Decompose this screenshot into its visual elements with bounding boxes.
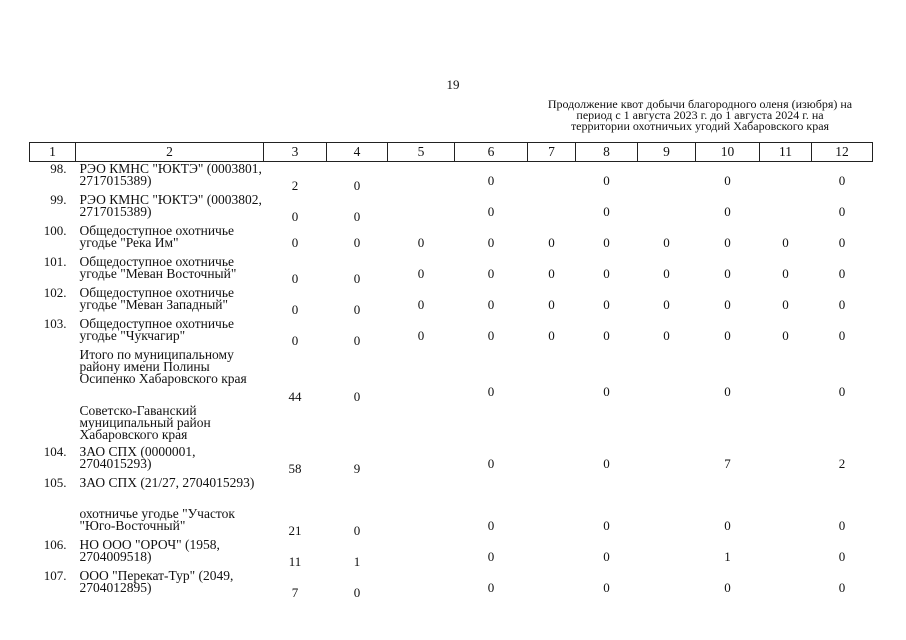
cell-value: 0	[603, 548, 610, 564]
cell-value: 0	[487, 455, 495, 471]
cell-value: 0	[838, 265, 846, 281]
column-header: 7	[528, 143, 576, 162]
table-row	[30, 569, 873, 600]
cell-value	[388, 507, 455, 538]
cell-value: 0	[724, 234, 731, 250]
cell-value	[528, 507, 576, 538]
column-header: 11	[760, 143, 812, 162]
cell-value	[760, 193, 812, 224]
cell-value: 0	[353, 234, 361, 250]
cell-value: 2	[291, 177, 299, 193]
cell-value: 21	[288, 522, 302, 538]
cell-value: 0	[663, 327, 670, 343]
cell-value: 0	[663, 265, 670, 281]
heading-line: период с 1 августа 2023 г. до 1 августа 2024 г. на	[576, 108, 824, 122]
cell-value: 0	[782, 265, 789, 281]
cell-value	[760, 476, 812, 507]
table-row	[30, 224, 873, 255]
row-number: 106.	[43, 536, 67, 552]
cell-value: 44	[288, 388, 302, 404]
cell-value: 0	[417, 327, 425, 343]
cell-value: 0	[548, 296, 555, 312]
cell-value: 0	[417, 234, 425, 250]
cell-value	[388, 404, 455, 445]
cell-value: 0	[782, 296, 789, 312]
row-number: 98.	[50, 161, 67, 176]
cell-value	[638, 538, 696, 569]
column-header: 5	[388, 143, 455, 162]
cell-value	[760, 445, 812, 476]
table-row	[30, 255, 873, 286]
cell-value	[638, 569, 696, 600]
cell-value: 0	[724, 579, 731, 595]
cell-value: 58	[288, 460, 302, 476]
cell-value	[638, 445, 696, 476]
cell-value: 0	[838, 579, 846, 595]
row-name: Итого по муниципальному району имени Полины Осипенко Хабаровского края	[79, 346, 247, 386]
cell-value: 0	[603, 234, 610, 250]
cell-value	[812, 404, 873, 445]
cell-value: 0	[724, 296, 731, 312]
row-number: 100.	[43, 222, 67, 238]
cell-value: 0	[838, 517, 846, 533]
row-name: ЗАО СПХ (0000001, 2704015293)	[79, 443, 196, 471]
cell-value	[264, 476, 327, 507]
cell-value: 0	[353, 301, 361, 317]
cell-value: 0	[782, 234, 789, 250]
cell-value: 0	[838, 327, 846, 343]
row-name: охотничье угодье "Участок "Юго-Восточный"	[79, 505, 235, 533]
row-name: РЭО КМНС "ЮКТЭ" (0003802, 2717015389)	[79, 191, 262, 219]
row-name: РЭО КМНС "ЮКТЭ" (0003801, 2717015389)	[79, 161, 262, 188]
cell-value: 0	[487, 172, 495, 188]
cell-value	[388, 476, 455, 507]
cell-value: 0	[353, 332, 361, 348]
cell-value: 0	[724, 172, 731, 188]
cell-value	[760, 404, 812, 445]
cell-value: 0	[838, 172, 846, 188]
table-row	[30, 538, 873, 569]
cell-value: 0	[548, 265, 555, 281]
cell-value	[576, 476, 638, 507]
row-number: 99.	[50, 191, 67, 207]
cell-value: 0	[487, 296, 495, 312]
cell-value: 0	[487, 327, 495, 343]
table-row	[30, 286, 873, 317]
cell-value: 7	[724, 455, 731, 471]
cell-value	[388, 348, 455, 404]
row-name: ЗАО СПХ (21/27, 2704015293)	[79, 474, 255, 490]
cell-value	[696, 404, 760, 445]
cell-value	[638, 162, 696, 193]
cell-value	[528, 162, 576, 193]
cell-value	[528, 476, 576, 507]
table-row	[30, 317, 873, 348]
cell-value	[455, 476, 528, 507]
cell-value: 0	[353, 270, 361, 286]
cell-value: 0	[291, 301, 299, 317]
cell-value: 0	[603, 296, 610, 312]
cell-value: 0	[782, 327, 789, 343]
column-header: 6	[455, 143, 528, 162]
heading-line: территории охотничьих угодий Хабаровского края	[570, 119, 830, 133]
cell-value	[388, 445, 455, 476]
cell-value: 0	[417, 265, 425, 281]
cell-value	[264, 404, 327, 445]
table-row	[30, 193, 873, 224]
cell-value: 0	[603, 517, 610, 533]
column-header: 10	[696, 143, 760, 162]
cell-value	[638, 193, 696, 224]
row-number: 102.	[43, 284, 67, 300]
row-number: 107.	[43, 567, 67, 583]
cell-value: 0	[724, 517, 731, 533]
cell-value: 0	[487, 265, 495, 281]
row-number: 103.	[43, 315, 67, 331]
cell-value: 9	[353, 460, 361, 476]
cell-value: 0	[603, 172, 610, 188]
cell-value: 7	[291, 584, 299, 600]
column-header: 8	[576, 143, 638, 162]
cell-value	[638, 507, 696, 538]
cell-value: 0	[603, 579, 610, 595]
cell-value	[638, 476, 696, 507]
cell-value	[528, 538, 576, 569]
cell-value: 0	[417, 296, 425, 312]
row-name: Общедоступное охотничье угодье "Меван Западный"	[79, 284, 234, 312]
row-name: Советско-Гаванский муниципальный район Хабаровского края	[79, 402, 211, 442]
row-number	[30, 348, 76, 404]
cell-value: 0	[487, 517, 495, 533]
column-header: 3	[264, 143, 327, 162]
table-row	[30, 348, 873, 404]
cell-value	[528, 445, 576, 476]
cell-value: 1	[724, 548, 731, 564]
cell-value	[388, 162, 455, 193]
cell-value: 0	[291, 208, 299, 224]
cell-value	[638, 348, 696, 404]
cell-value	[388, 538, 455, 569]
row-number	[30, 404, 76, 445]
cell-value: 0	[291, 270, 299, 286]
cell-value: 0	[487, 579, 495, 595]
row-name: НО ООО "ОРОЧ" (1958, 2704009518)	[79, 536, 220, 564]
cell-value	[760, 538, 812, 569]
cell-value: 0	[603, 455, 610, 471]
cell-value: 0	[353, 388, 361, 404]
column-header: 9	[638, 143, 696, 162]
cell-value: 1	[353, 553, 361, 569]
cell-value: 0	[838, 203, 846, 219]
table-heading	[520, 99, 880, 132]
table-row	[30, 162, 873, 193]
cell-value: 0	[838, 234, 846, 250]
table-row	[30, 404, 873, 445]
cell-value: 0	[353, 522, 361, 538]
cell-value	[812, 476, 873, 507]
cell-value: 0	[663, 296, 670, 312]
cell-value: 0	[724, 383, 731, 399]
cell-value	[528, 569, 576, 600]
cell-value: 0	[603, 203, 610, 219]
cell-value	[760, 348, 812, 404]
table-body	[30, 162, 873, 600]
cell-value: 0	[487, 234, 495, 250]
cell-value: 0	[291, 234, 299, 250]
cell-value: 0	[548, 327, 555, 343]
cell-value	[455, 404, 528, 445]
cell-value: 11	[288, 553, 302, 569]
cell-value: 0	[353, 208, 361, 224]
cell-value	[696, 476, 760, 507]
cell-value	[327, 404, 388, 445]
row-name: Общедоступное охотничье угодье "Река Им"	[79, 222, 234, 250]
cell-value	[388, 193, 455, 224]
cell-value: 2	[838, 455, 846, 471]
cell-value	[760, 162, 812, 193]
row-name: Общедоступное охотничье угодье "Чукчагир"	[79, 315, 234, 343]
heading-line: Продолжение квот добычи благородного оленя (изюбря) на	[547, 97, 853, 111]
cell-value: 0	[353, 177, 361, 193]
column-header: 4	[327, 143, 388, 162]
cell-value: 0	[724, 327, 731, 343]
cell-value: 0	[548, 234, 555, 250]
table-row	[30, 445, 873, 476]
cell-value: 0	[838, 296, 846, 312]
cell-value	[576, 404, 638, 445]
cell-value: 0	[663, 234, 670, 250]
cell-value	[528, 404, 576, 445]
cell-value: 0	[603, 383, 610, 399]
column-header-row	[30, 143, 873, 162]
cell-value: 0	[838, 548, 846, 564]
cell-value: 0	[487, 548, 495, 564]
row-number: 101.	[43, 253, 67, 269]
column-header: 12	[812, 143, 873, 162]
cell-value	[638, 404, 696, 445]
cell-value	[760, 569, 812, 600]
cell-value: 0	[603, 327, 610, 343]
cell-value: 0	[353, 584, 361, 600]
page-number: 19	[446, 77, 460, 92]
cell-value	[327, 476, 388, 507]
quota-table	[29, 142, 873, 600]
cell-value: 0	[603, 265, 610, 281]
column-header: 1	[30, 143, 76, 162]
table-row	[30, 507, 873, 538]
column-header: 2	[76, 143, 264, 162]
row-number	[30, 507, 76, 538]
table-row	[30, 476, 873, 507]
cell-value	[760, 507, 812, 538]
row-name: Общедоступное охотничье угодье "Меван Восточный"	[79, 253, 237, 281]
cell-value	[528, 348, 576, 404]
row-name: ООО "Перекат-Тур" (2049, 2704012895)	[79, 567, 234, 595]
cell-value: 0	[724, 203, 731, 219]
row-number: 105.	[43, 474, 67, 490]
cell-value	[388, 569, 455, 600]
cell-value	[528, 193, 576, 224]
cell-value: 0	[724, 265, 731, 281]
cell-value: 0	[291, 332, 299, 348]
cell-value: 0	[838, 383, 846, 399]
cell-value: 0	[487, 203, 495, 219]
cell-value: 0	[487, 383, 495, 399]
row-number: 104.	[43, 443, 67, 459]
